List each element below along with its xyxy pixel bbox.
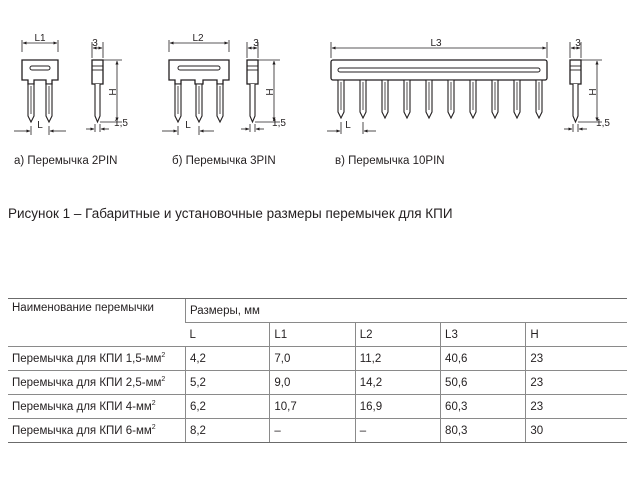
jumper-3pin-side	[241, 38, 286, 132]
header-sizes: Размеры, мм	[185, 299, 627, 323]
table-row	[8, 371, 627, 395]
cell-l: 8,2	[185, 419, 269, 443]
jumper-10pin-front	[327, 38, 547, 134]
dim-height-label: H	[108, 88, 119, 96]
cell-l3: 80,3	[441, 419, 526, 443]
cell-l2: 11,2	[355, 347, 440, 371]
cell-l3: 50,6	[441, 371, 526, 395]
cell-l: 5,2	[185, 371, 269, 395]
dim-pin-label: 1,5	[114, 118, 128, 129]
table-row	[8, 347, 627, 371]
dim-l-label: L	[185, 120, 191, 131]
technical-drawings	[0, 0, 632, 150]
dim-l2-label: L2	[192, 33, 204, 44]
caption-3pin: б) Перемычка 3PIN	[172, 155, 276, 167]
cell-l1: 7,0	[270, 347, 355, 371]
dim-thickness-label: 3	[253, 38, 259, 49]
cell-l3: 40,6	[441, 347, 526, 371]
cell-l2: 14,2	[355, 371, 440, 395]
table-header-row	[8, 299, 627, 323]
cell-l2: 16,9	[355, 395, 440, 419]
figure-caption: Рисунок 1 – Габаритные и установочные размеры перемычек для КПИ	[8, 206, 453, 221]
dim-l3-label: L3	[430, 38, 442, 49]
dim-thickness-label: 3	[92, 38, 98, 49]
cell-l: 6,2	[185, 395, 269, 419]
cell-h: 23	[526, 347, 627, 371]
dim-thickness-label: 3	[575, 38, 581, 49]
dim-l-label: L	[345, 120, 351, 131]
jumper-10pin-side	[564, 38, 610, 132]
col-header: L	[185, 323, 269, 347]
cell-l1: 9,0	[270, 371, 355, 395]
caption-10pin: в) Перемычка 10PIN	[335, 155, 445, 167]
cell-l2: –	[355, 419, 440, 443]
dim-height-label: H	[265, 88, 276, 96]
col-header: H	[526, 323, 627, 347]
row-name: Перемычка для КПИ $1,5-мм^2$	[8, 347, 185, 371]
cell-l1: 10,7	[270, 395, 355, 419]
dim-height-label: H	[588, 88, 599, 96]
cell-h: 23	[526, 395, 627, 419]
dim-l1-label: L1	[34, 33, 46, 44]
dim-pin-label: 1,5	[272, 118, 286, 129]
dim-l-label: L	[37, 120, 43, 131]
table-row	[8, 419, 627, 443]
col-header: L3	[441, 323, 526, 347]
dimensions-table	[8, 298, 627, 443]
table-row	[8, 395, 627, 419]
cell-l: 4,2	[185, 347, 269, 371]
cell-l3: 60,3	[441, 395, 526, 419]
dim-pin-label: 1,5	[596, 118, 610, 129]
jumper-2pin-front	[14, 33, 66, 135]
jumper-3pin-front	[162, 33, 229, 135]
cell-h: 30	[526, 419, 627, 443]
col-header: L2	[355, 323, 440, 347]
row-name: Перемычка для КПИ $6-мм^2$	[8, 419, 185, 443]
row-name: Перемычка для КПИ $4-мм^2$	[8, 395, 185, 419]
col-header: L1	[270, 323, 355, 347]
header-name: Наименование перемычки	[8, 299, 185, 347]
cell-h: 23	[526, 371, 627, 395]
cell-l1: –	[270, 419, 355, 443]
jumper-2pin-side	[86, 38, 128, 132]
row-name: Перемычка для КПИ $2,5-мм^2$	[8, 371, 185, 395]
caption-2pin: а) Перемычка 2PIN	[14, 155, 118, 167]
